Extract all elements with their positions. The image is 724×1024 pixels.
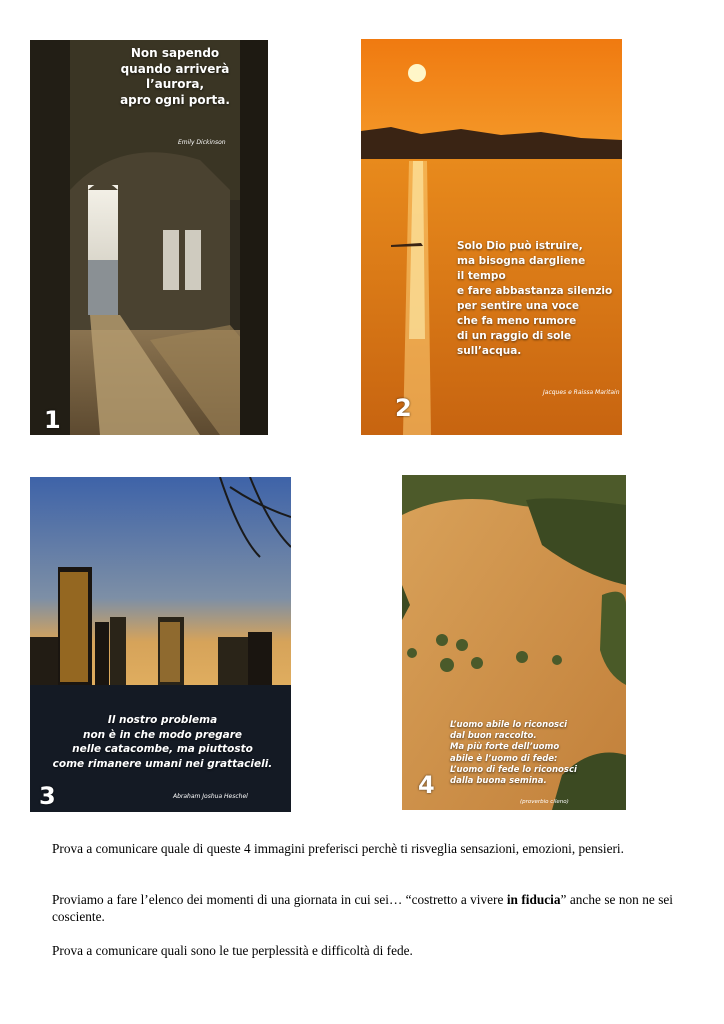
paragraph-2-start: Proviamo a fare l’elenco dei momenti di una giornata in cui sei… “costretto a vivere <box>52 892 507 907</box>
quote-author: Emily Dickinson <box>178 139 226 146</box>
quote-text: L’uomo abile lo riconosci dal buon raccolto. Ma più forte dell’uomo abile è l’uomo di fede: L’uomo di fede lo riconosci dalla buona semina. <box>450 720 577 787</box>
card-number: 3 <box>39 782 56 810</box>
image-card-1 <box>30 40 268 435</box>
image-card-2 <box>361 39 622 435</box>
card-number: 1 <box>44 406 61 434</box>
card-number: 4 <box>418 771 435 799</box>
paragraph-2-bold: in fiducia <box>506 892 561 907</box>
quote-author: (proverbio cileno) <box>520 799 569 805</box>
quote-text: Solo Dio può istruire, ma bisogna dargliene il tempo e fare abbastanza silenzio per sentire una voce che fa meno rumore di un raggio di sole sull’acqua. <box>457 240 613 357</box>
image-card-4 <box>402 475 626 810</box>
instruction-paragraph-1: Prova a comunicare quale di queste 4 immagini preferisci perchè ti risveglia sensazioni, emozioni, pensieri. <box>52 841 624 856</box>
quote-author: Jacques e Raissa Maritain <box>543 389 620 396</box>
sunset-sea-photo <box>361 39 622 435</box>
instruction-paragraph-3: Prova a comunicare quali sono le tue perplessità e difficoltà di fede. <box>52 943 413 958</box>
paragraph-2-end: ” anche se non ne sei cosciente. <box>52 892 673 924</box>
quote-author: Abraham Joshua Heschel <box>173 793 248 800</box>
quote-text: Non sapendo quando arriverà l’aurora, apro ogni porta. <box>120 46 230 107</box>
image-card-3 <box>30 477 291 812</box>
instruction-paragraph-2 <box>52 891 673 925</box>
quote-text: Il nostro problema non è in che modo pregare nelle catacombe, ma piuttosto come rimanere umani nei grattacieli. <box>52 714 273 770</box>
card-number: 2 <box>395 394 412 422</box>
